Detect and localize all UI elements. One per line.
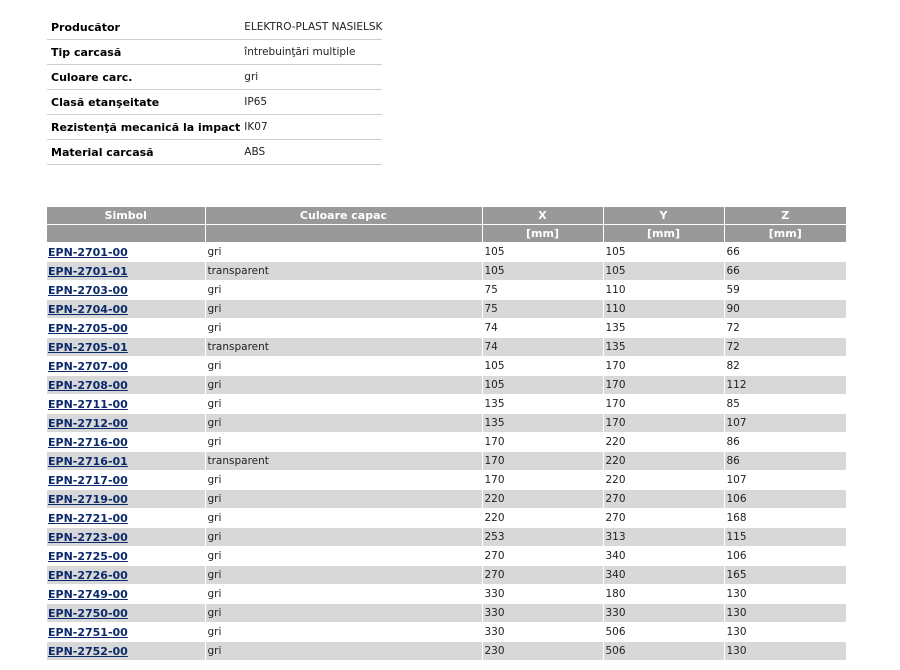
cell-z: 106 <box>724 490 846 509</box>
table-row <box>47 452 846 471</box>
cell-y: 506 <box>603 642 724 661</box>
cell-culoare: gri <box>205 623 482 642</box>
cell-culoare: gri <box>205 604 482 623</box>
cell-z: 107 <box>724 471 846 490</box>
table-row <box>47 547 846 566</box>
product-symbol-link[interactable]: EPN-2707-00 <box>48 359 128 373</box>
table-row <box>47 376 846 395</box>
cell-y: 135 <box>603 319 724 338</box>
cell-y: 220 <box>603 433 724 452</box>
cell-culoare: transparent <box>205 452 482 471</box>
cell-y: 330 <box>603 604 724 623</box>
spec-label: Clasă etanşeitate <box>47 90 240 115</box>
cell-simbol <box>47 338 205 357</box>
cell-simbol <box>47 585 205 604</box>
cell-x: 270 <box>482 547 603 566</box>
cell-y: 110 <box>603 281 724 300</box>
cell-z: 90 <box>724 300 846 319</box>
cell-simbol <box>47 547 205 566</box>
table-row <box>47 509 846 528</box>
cell-simbol <box>47 604 205 623</box>
cell-culoare: gri <box>205 319 482 338</box>
product-symbol-link[interactable]: EPN-2701-00 <box>48 245 128 259</box>
cell-z: 107 <box>724 414 846 433</box>
cell-culoare: gri <box>205 243 482 262</box>
table-row <box>47 642 846 661</box>
cell-y: 506 <box>603 623 724 642</box>
cell-z: 72 <box>724 319 846 338</box>
table-row <box>47 243 846 262</box>
cell-y: 170 <box>603 395 724 414</box>
spec-label: Rezistenţă mecanică la impact <box>47 115 240 140</box>
cell-culoare: gri <box>205 414 482 433</box>
table-row <box>47 528 846 547</box>
header-y[interactable]: Y <box>603 207 724 225</box>
cell-x: 105 <box>482 243 603 262</box>
product-symbol-link[interactable]: EPN-2750-00 <box>48 606 128 620</box>
cell-culoare: transparent <box>205 262 482 281</box>
cell-x: 330 <box>482 623 603 642</box>
cell-x: 105 <box>482 262 603 281</box>
cell-z: 82 <box>724 357 846 376</box>
cell-culoare: gri <box>205 585 482 604</box>
cell-culoare: transparent <box>205 338 482 357</box>
product-symbol-link[interactable]: EPN-2716-00 <box>48 435 128 449</box>
cell-z: 85 <box>724 395 846 414</box>
units-simbol-empty <box>47 225 205 243</box>
spec-value: IK07 <box>240 115 382 140</box>
spec-row <box>47 90 382 115</box>
product-symbol-link[interactable]: EPN-2749-00 <box>48 587 128 601</box>
cell-y: 220 <box>603 452 724 471</box>
specs-table <box>47 15 382 165</box>
product-symbol-link[interactable]: EPN-2705-01 <box>48 340 128 354</box>
unit-y: [mm] <box>603 225 724 243</box>
cell-z: 66 <box>724 262 846 281</box>
table-row <box>47 319 846 338</box>
product-symbol-link[interactable]: EPN-2704-00 <box>48 302 128 316</box>
table-row <box>47 338 846 357</box>
cell-y: 105 <box>603 243 724 262</box>
cell-simbol <box>47 566 205 585</box>
cell-culoare: gri <box>205 376 482 395</box>
cell-x: 330 <box>482 604 603 623</box>
spec-value: întrebuinţări multiple <box>240 40 382 65</box>
cell-y: 340 <box>603 566 724 585</box>
cell-z: 130 <box>724 623 846 642</box>
spec-row <box>47 115 382 140</box>
cell-culoare: gri <box>205 357 482 376</box>
cell-simbol <box>47 528 205 547</box>
cell-z: 130 <box>724 642 846 661</box>
table-row <box>47 262 846 281</box>
cell-culoare: gri <box>205 433 482 452</box>
cell-simbol <box>47 509 205 528</box>
cell-z: 112 <box>724 376 846 395</box>
cell-simbol <box>47 357 205 376</box>
spec-row <box>47 65 382 90</box>
cell-simbol <box>47 300 205 319</box>
table-row <box>47 604 846 623</box>
product-symbol-link[interactable]: EPN-2751-00 <box>48 625 128 639</box>
products-header <box>47 207 846 243</box>
spec-value: ELEKTRO-PLAST NASIELSK <box>240 15 382 40</box>
table-row <box>47 471 846 490</box>
cell-y: 170 <box>603 376 724 395</box>
cell-y: 170 <box>603 414 724 433</box>
cell-x: 75 <box>482 281 603 300</box>
cell-x: 220 <box>482 490 603 509</box>
cell-simbol <box>47 243 205 262</box>
cell-culoare: gri <box>205 566 482 585</box>
cell-x: 135 <box>482 395 603 414</box>
spec-label: Producător <box>47 15 240 40</box>
unit-x: [mm] <box>482 225 603 243</box>
spec-row <box>47 40 382 65</box>
product-symbol-link[interactable]: EPN-2723-00 <box>48 530 128 544</box>
product-symbol-link[interactable]: EPN-2717-00 <box>48 473 128 487</box>
table-row <box>47 395 846 414</box>
cell-culoare: gri <box>205 642 482 661</box>
header-z[interactable]: Z <box>724 207 846 225</box>
table-row <box>47 281 846 300</box>
cell-culoare: gri <box>205 547 482 566</box>
cell-x: 135 <box>482 414 603 433</box>
cell-simbol <box>47 642 205 661</box>
cell-simbol <box>47 395 205 414</box>
spec-label: Tip carcasă <box>47 40 240 65</box>
header-x[interactable]: X <box>482 207 603 225</box>
product-symbol-link[interactable]: EPN-2705-00 <box>48 321 128 335</box>
table-row <box>47 623 846 642</box>
cell-simbol <box>47 623 205 642</box>
product-symbol-link[interactable]: EPN-2703-00 <box>48 283 128 297</box>
product-symbol-link[interactable]: EPN-2716-01 <box>48 454 128 468</box>
cell-z: 168 <box>724 509 846 528</box>
cell-culoare: gri <box>205 471 482 490</box>
cell-culoare: gri <box>205 300 482 319</box>
cell-x: 170 <box>482 452 603 471</box>
cell-simbol <box>47 490 205 509</box>
spec-row <box>47 140 382 165</box>
products-body <box>47 243 846 661</box>
cell-culoare: gri <box>205 528 482 547</box>
units-culoare-empty <box>205 225 482 243</box>
cell-z: 165 <box>724 566 846 585</box>
header-row <box>47 207 846 225</box>
table-row <box>47 566 846 585</box>
cell-simbol <box>47 319 205 338</box>
spec-value: gri <box>240 65 382 90</box>
specs-body <box>47 15 382 165</box>
units-row <box>47 225 846 243</box>
cell-simbol <box>47 433 205 452</box>
cell-y: 135 <box>603 338 724 357</box>
cell-z: 115 <box>724 528 846 547</box>
cell-x: 105 <box>482 376 603 395</box>
cell-x: 74 <box>482 338 603 357</box>
cell-z: 106 <box>724 547 846 566</box>
product-symbol-link[interactable]: EPN-2719-00 <box>48 492 128 506</box>
spec-label: Material carcasă <box>47 140 240 165</box>
header-culoare-capac[interactable]: Culoare capac <box>205 207 482 225</box>
cell-simbol <box>47 281 205 300</box>
product-symbol-link[interactable]: EPN-2725-00 <box>48 549 128 563</box>
cell-x: 330 <box>482 585 603 604</box>
spec-label: Culoare carc. <box>47 65 240 90</box>
product-symbol-link[interactable]: EPN-2752-00 <box>48 644 128 658</box>
cell-z: 72 <box>724 338 846 357</box>
table-row <box>47 585 846 604</box>
cell-x: 75 <box>482 300 603 319</box>
cell-y: 110 <box>603 300 724 319</box>
cell-simbol <box>47 262 205 281</box>
spec-value: ABS <box>240 140 382 165</box>
table-row <box>47 357 846 376</box>
product-symbol-link[interactable]: EPN-2701-01 <box>48 264 128 278</box>
table-row <box>47 433 846 452</box>
cell-y: 180 <box>603 585 724 604</box>
products-table <box>47 207 846 660</box>
cell-y: 170 <box>603 357 724 376</box>
cell-z: 59 <box>724 281 846 300</box>
cell-simbol <box>47 471 205 490</box>
cell-z: 130 <box>724 604 846 623</box>
product-symbol-link[interactable]: EPN-2712-00 <box>48 416 128 430</box>
product-symbol-link[interactable]: EPN-2711-00 <box>48 397 128 411</box>
table-row <box>47 490 846 509</box>
cell-simbol <box>47 452 205 471</box>
cell-x: 270 <box>482 566 603 585</box>
header-simbol[interactable]: Simbol <box>47 207 205 225</box>
cell-culoare: gri <box>205 490 482 509</box>
cell-x: 170 <box>482 471 603 490</box>
cell-y: 105 <box>603 262 724 281</box>
unit-z: [mm] <box>724 225 846 243</box>
cell-x: 253 <box>482 528 603 547</box>
cell-z: 130 <box>724 585 846 604</box>
cell-simbol <box>47 376 205 395</box>
cell-y: 220 <box>603 471 724 490</box>
cell-culoare: gri <box>205 395 482 414</box>
spec-row <box>47 15 382 40</box>
product-symbol-link[interactable]: EPN-2726-00 <box>48 568 128 582</box>
cell-y: 270 <box>603 509 724 528</box>
table-row <box>47 300 846 319</box>
cell-y: 340 <box>603 547 724 566</box>
product-symbol-link[interactable]: EPN-2721-00 <box>48 511 128 525</box>
cell-y: 270 <box>603 490 724 509</box>
cell-culoare: gri <box>205 281 482 300</box>
cell-x: 105 <box>482 357 603 376</box>
cell-x: 230 <box>482 642 603 661</box>
spec-value: IP65 <box>240 90 382 115</box>
cell-z: 86 <box>724 433 846 452</box>
cell-z: 86 <box>724 452 846 471</box>
table-row <box>47 414 846 433</box>
product-symbol-link[interactable]: EPN-2708-00 <box>48 378 128 392</box>
cell-simbol <box>47 414 205 433</box>
cell-culoare: gri <box>205 509 482 528</box>
cell-z: 66 <box>724 243 846 262</box>
cell-x: 170 <box>482 433 603 452</box>
cell-y: 313 <box>603 528 724 547</box>
cell-x: 74 <box>482 319 603 338</box>
cell-x: 220 <box>482 509 603 528</box>
